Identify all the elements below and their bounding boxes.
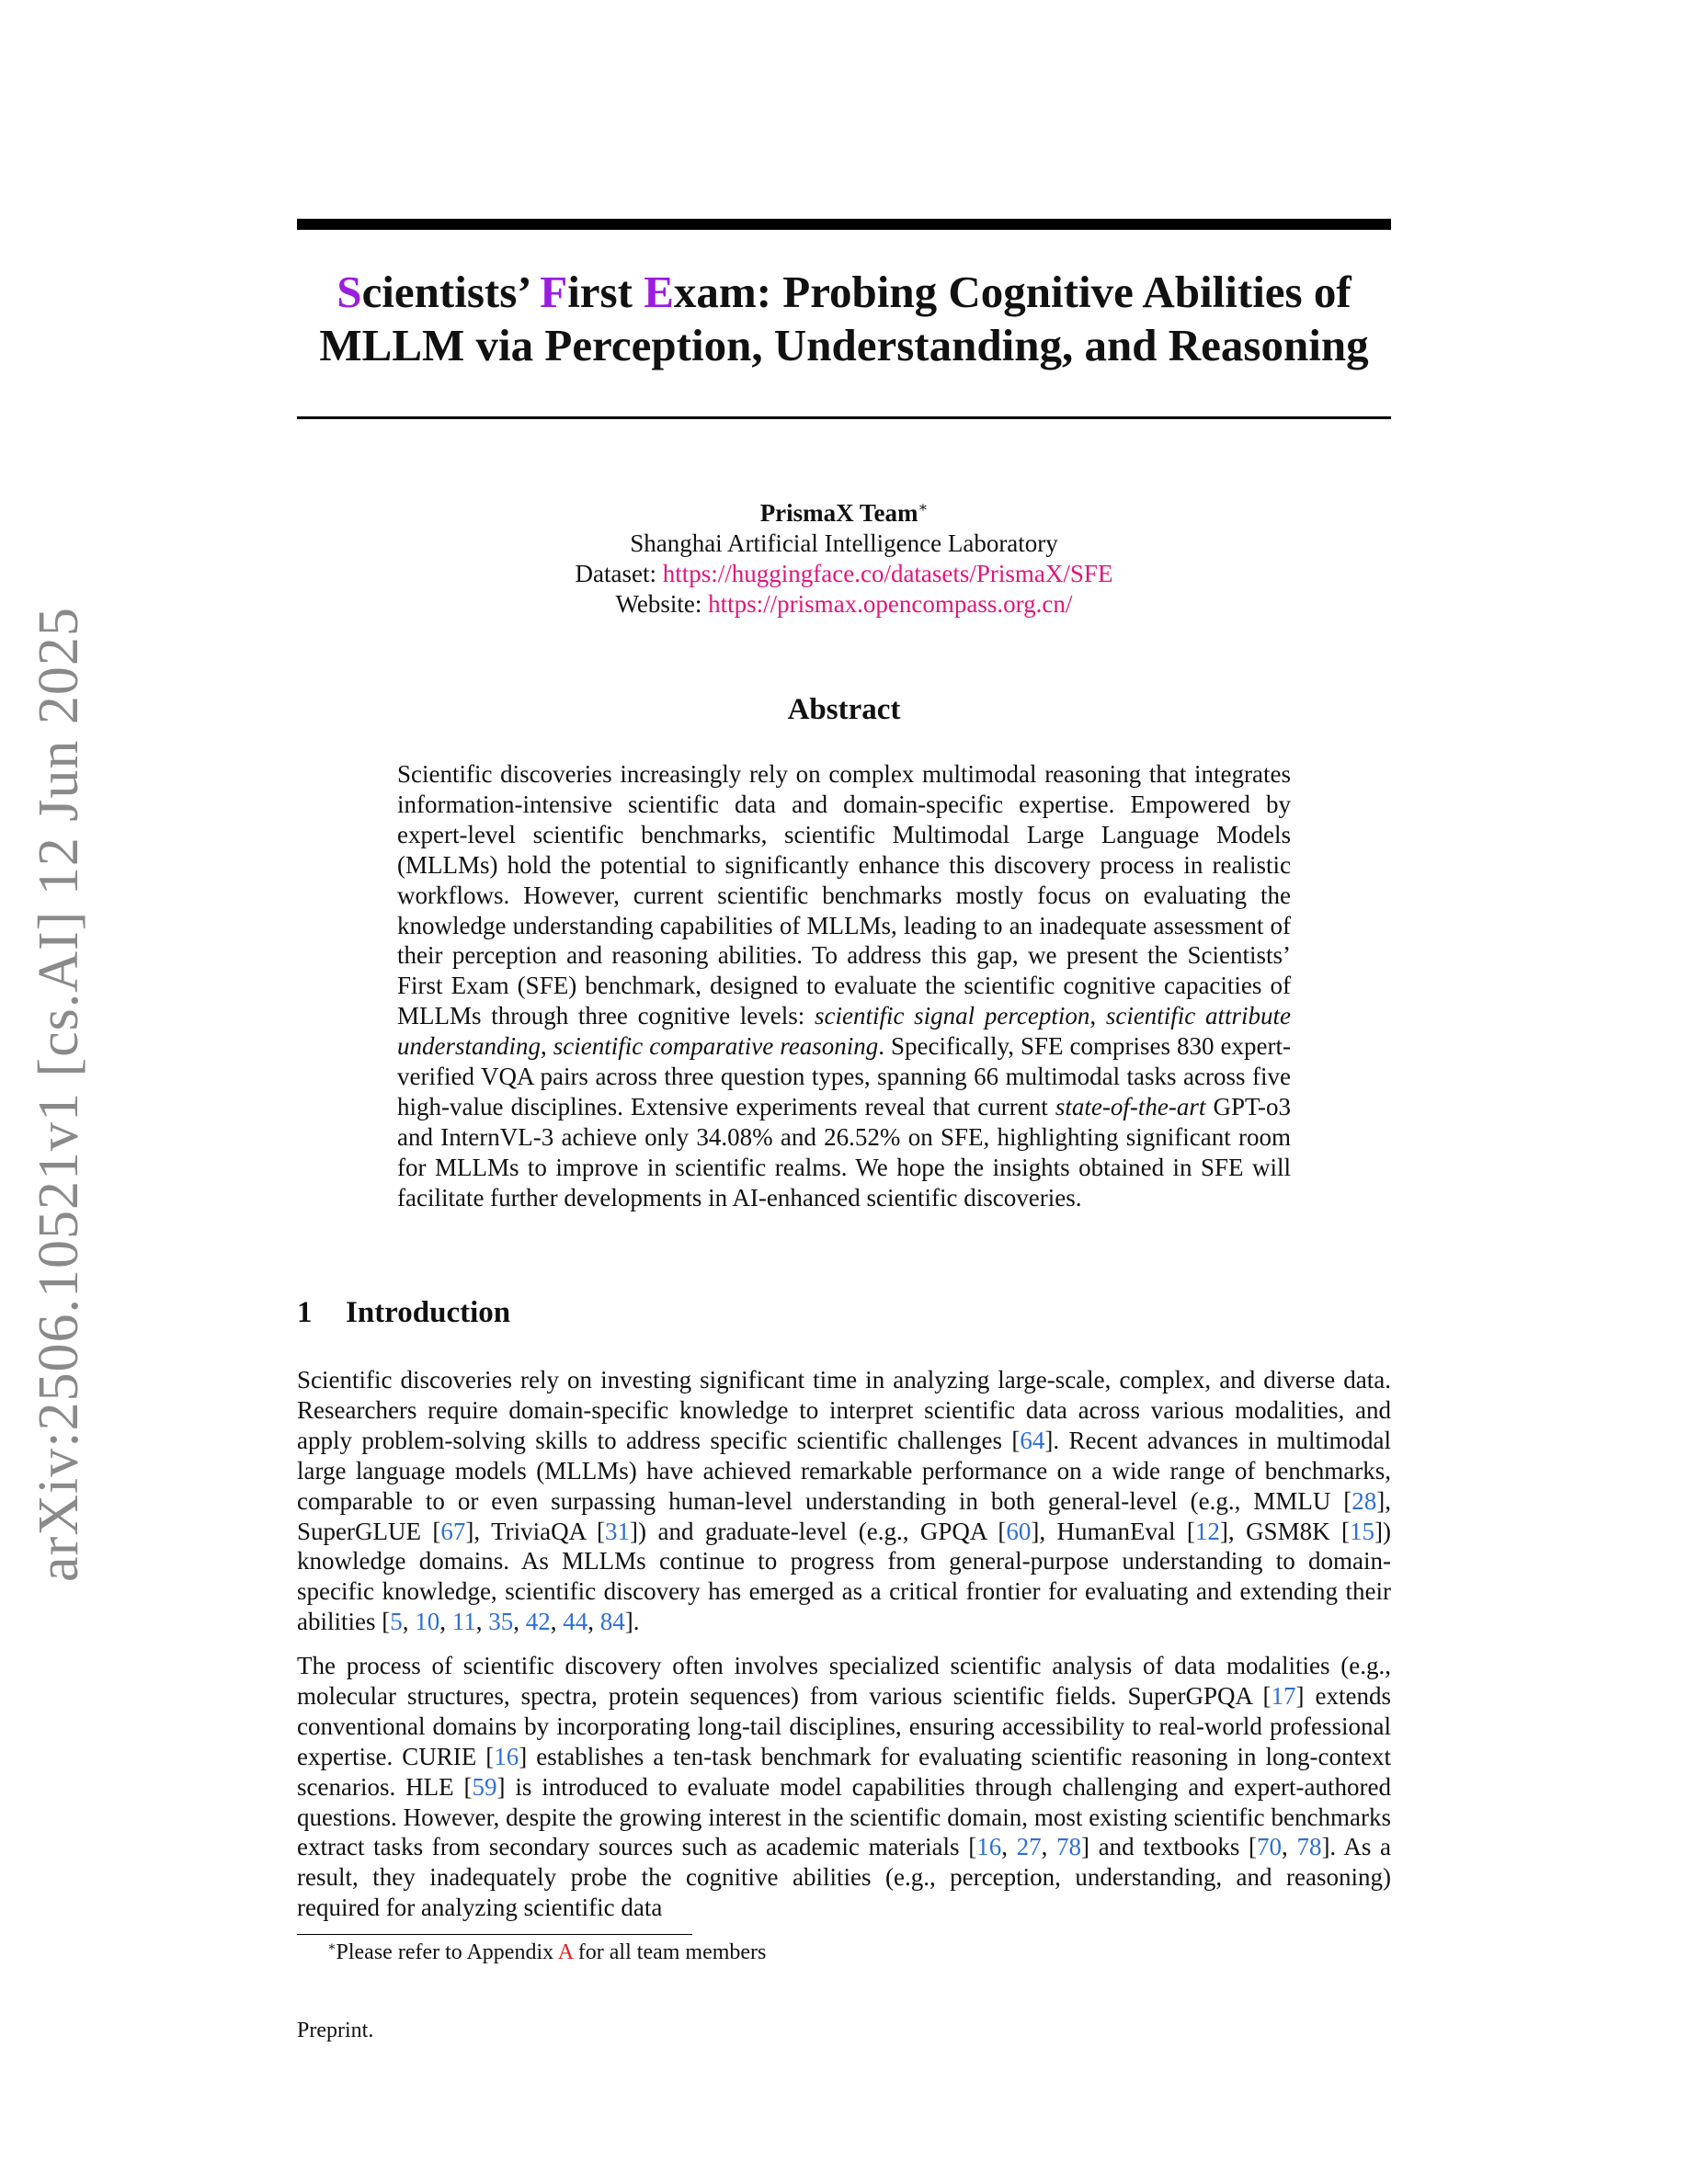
citation-link[interactable]: 15 — [1350, 1517, 1375, 1545]
citation-separator: , — [1001, 1833, 1017, 1861]
website-label: Website: — [615, 590, 709, 618]
text-run: ] is introduced to evaluate model capabilities through challenging and expert-authored questions. However, despite the growing interest in the scientific domain, most existing scientific benchmarks extract tasks from secondary sources such as academic materials [ — [297, 1772, 1392, 1861]
citation-separator: , — [402, 1608, 416, 1636]
abstract-part-3: GPT-o3 and InternVL-3 achieve only 34.08% and 26.52% on SFE, highlighting significant room for MLLMs to improve in scientific realms. We hope the insights obtained in SFE will facilitate further developments in AI-enhanced scientific discoveries. — [397, 1092, 1291, 1211]
title-line-2: MLLM via Perception, Understanding, and Reasoning — [319, 320, 1369, 370]
paper-title — [297, 266, 1391, 372]
section-title: Introduction — [346, 1296, 511, 1329]
title-letter-e: E — [644, 267, 674, 317]
citation-link[interactable]: 35 — [488, 1608, 514, 1636]
citation-link[interactable]: 28 — [1352, 1486, 1377, 1515]
title-bottom-rule — [297, 416, 1391, 419]
title-word-2: irst — [567, 267, 644, 317]
text-run: The process of scientific discovery often involves specialized scientific analysis of data modalities (e.g., molecular structures, spectra, protein sequences) from various scientific fields. SuperGPQA [ — [297, 1652, 1391, 1710]
citation-link[interactable]: 70 — [1257, 1833, 1283, 1861]
abstract-emphasis-1: scientific signal perception — [814, 1002, 1090, 1030]
author-team: PrismaX Team — [759, 499, 918, 527]
citation-link[interactable]: 42 — [525, 1608, 551, 1636]
title-letter-s: S — [336, 267, 362, 317]
citation-separator: , — [513, 1608, 526, 1636]
footnote-text: for all team members — [572, 1940, 767, 1964]
text-run: ]. — [624, 1608, 640, 1636]
intro-paragraph-1 — [297, 1365, 1391, 1637]
text-run: ]. As a result, they inadequately probe the cognitive abilities (e.g., perception, understanding, and reasoning) required for analyzing scientific data — [297, 1833, 1392, 1922]
text-run: ]. Recent advances in multimodal large language models (MLLMs) have achieved remarkable performance on a wide range of benchmarks, comparable to or even surpassing human-level understanding in both general-level (e.g., MMLU [ — [297, 1426, 1391, 1515]
author-footnote-mark: ∗ — [918, 500, 929, 516]
abstract-separator-1: , — [1089, 1002, 1106, 1030]
citation-link[interactable]: 78 — [1296, 1833, 1322, 1861]
section-heading-introduction — [297, 1296, 510, 1330]
citation-link[interactable]: 11 — [451, 1608, 476, 1636]
citation-link[interactable]: 16 — [494, 1742, 519, 1770]
text-run: ], GSM8K [ — [1219, 1517, 1351, 1545]
citation-link[interactable]: 31 — [605, 1517, 631, 1545]
abstract-separator-2: , — [541, 1032, 553, 1061]
citation-link[interactable]: 78 — [1056, 1833, 1082, 1861]
arxiv-identifier: arXiv:2506.10521v1 [cs.AI] 12 Jun 2025 — [27, 606, 90, 1582]
citation-separator: , — [475, 1608, 489, 1636]
title-letter-f: F — [540, 267, 568, 317]
abstract-emphasis-4: state-of-the-art — [1055, 1092, 1206, 1120]
text-run: ] and textbooks [ — [1081, 1833, 1258, 1861]
abstract-emphasis-2: scientific attribute understanding — [397, 1002, 1292, 1061]
citation-link[interactable]: 44 — [563, 1608, 588, 1636]
citation-link[interactable]: 12 — [1194, 1517, 1220, 1545]
footnote-rule — [297, 1934, 692, 1935]
title-top-rule — [297, 219, 1391, 230]
abstract-part-2: . Specifically, SFE comprises 830 expert-verified VQA pairs across three question types, spanning 66 multimodal tasks across five high-value disciplines. Extensive experiments reveal that current — [397, 1032, 1292, 1120]
citation-link[interactable]: 64 — [1020, 1426, 1045, 1454]
text-run: ], HumanEval [ — [1031, 1517, 1195, 1545]
citation-link[interactable]: 16 — [976, 1833, 1002, 1861]
text-run: ] establishes a ten-task benchmark for evaluating scientific reasoning in long-context scenarios. HLE [ — [297, 1742, 1391, 1801]
appendix-link[interactable]: A — [557, 1940, 573, 1964]
citation-link[interactable]: 27 — [1016, 1833, 1042, 1861]
text-run: ], TriviaQA [ — [465, 1517, 606, 1545]
footnote — [327, 1939, 766, 1965]
dataset-link[interactable]: https://huggingface.co/datasets/PrismaX/SFE — [662, 560, 1113, 587]
author-block — [297, 493, 1391, 620]
citation-separator: , — [587, 1608, 600, 1636]
affiliation: Shanghai Artificial Intelligence Laboratory — [630, 529, 1058, 557]
text-run: ]) and graduate-level (e.g., GPQA [ — [630, 1517, 1007, 1545]
text-run: ]) knowledge domains. As MLLMs continue to progress from general-purpose understanding to domain-specific knowledge, scientific discovery has emerged as a critical frontier for evaluating and extending their abilities [ — [297, 1517, 1391, 1636]
citation-separator: , — [1041, 1833, 1057, 1861]
citation-link[interactable]: 5 — [390, 1608, 403, 1636]
title-word-3: xam: Probing Cognitive Abilities of — [673, 267, 1352, 317]
citation-link[interactable]: 67 — [440, 1517, 466, 1545]
text-run: Scientific discoveries rely on investing significant time in analyzing large-scale, complex, and diverse data. Researchers require domain-specific knowledge to interpret scientific data across various modalities, and apply problem-solving skills to address specific scientific challenges [ — [297, 1366, 1391, 1454]
citation-link[interactable]: 10 — [415, 1608, 440, 1636]
citation-link[interactable]: 17 — [1271, 1681, 1296, 1710]
citation-link[interactable]: 84 — [599, 1608, 625, 1636]
title-word-1: cientists’ — [361, 267, 541, 317]
text-run: ] extends conventional domains by incorporating long-tail disciplines, ensuring accessibility to real-world professional expertise. CURIE [ — [297, 1681, 1392, 1770]
text-run: ], SuperGLUE [ — [297, 1486, 1391, 1545]
citation-link[interactable]: 60 — [1006, 1517, 1032, 1545]
footnote-text: Please refer to Appendix — [336, 1940, 558, 1964]
citation-separator: , — [1282, 1833, 1297, 1861]
abstract-part-1: Scientific discoveries increasingly rely on complex multimodal reasoning that integrates information-intensive scientific data and domain-specific expertise. Empowered by expert-level scientific benchmarks, scientific Multimodal Large Language Models (MLLMs) hold the potential to significantly enhance this discovery process in realistic workflows. However, current scientific benchmarks mostly focus on evaluating the knowledge understanding capabilities of MLLMs, leading to an inadequate assessment of their perception and reasoning abilities. To address this gap, we present the Scientists’ First Exam (SFE) benchmark, designed to evaluate the scientific cognitive capacities of MLLMs through three cognitive levels: — [397, 760, 1291, 1030]
website-link[interactable]: https://prismax.opencompass.org.cn/ — [708, 590, 1073, 618]
abstract-emphasis-3: scientific comparative reasoning — [553, 1032, 879, 1061]
preprint-label: Preprint. — [297, 2019, 374, 2042]
section-number: 1 — [297, 1296, 313, 1329]
intro-paragraph-2 — [297, 1651, 1391, 1923]
abstract-heading: Abstract — [787, 693, 901, 726]
citation-separator: , — [439, 1608, 452, 1636]
dataset-label: Dataset: — [575, 560, 663, 587]
footnote-mark: ∗ — [327, 1940, 336, 1954]
citation-link[interactable]: 59 — [472, 1772, 497, 1801]
arxiv-sidebar-stamp — [4, 588, 114, 1599]
citation-separator: , — [550, 1608, 564, 1636]
abstract-text — [397, 759, 1291, 1213]
